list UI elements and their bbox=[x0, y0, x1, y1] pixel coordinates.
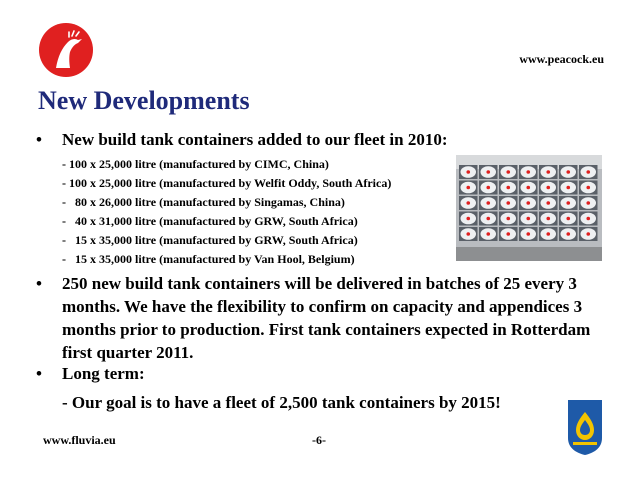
tank-logo-mark bbox=[466, 186, 470, 190]
tank-logo-mark bbox=[466, 201, 470, 205]
bullet-text: New build tank containers added to our fleet in 2010: bbox=[62, 130, 448, 149]
tank-logo-mark bbox=[486, 217, 490, 221]
slide-title: New Developments bbox=[38, 86, 250, 115]
tank-logo-mark bbox=[586, 232, 590, 236]
bullet-text: 250 new build tank containers will be delivered in batches of 25 every 3 months. We have the flexibility to confirm on capacity and appendices 3 months prior to production. First tank containers expected in Rotterdam first quarter 2011. bbox=[62, 274, 591, 362]
tank-logo-mark bbox=[486, 201, 490, 205]
tank-logo-mark bbox=[486, 232, 490, 236]
tank-logo-mark bbox=[526, 232, 530, 236]
fluvia-logo-icon bbox=[566, 398, 604, 456]
tank-logo-mark bbox=[506, 186, 510, 190]
tank-logo-mark bbox=[526, 186, 530, 190]
bullet-deliveries bbox=[36, 272, 606, 364]
order-item: - 15 x 35,000 litre (manufactured by GRW, South Africa) bbox=[62, 233, 358, 247]
tank-logo-mark bbox=[546, 217, 550, 221]
bullet-text: Long term: bbox=[62, 364, 145, 383]
bullet-dot: • bbox=[36, 364, 42, 383]
tank-logo-mark bbox=[486, 186, 490, 190]
tank-logo-mark bbox=[566, 201, 570, 205]
tank-logo-mark bbox=[546, 201, 550, 205]
tank-logo-mark bbox=[586, 201, 590, 205]
bullet-dot: • bbox=[36, 274, 42, 293]
tank-logo-mark bbox=[546, 232, 550, 236]
tank-logo-mark bbox=[526, 217, 530, 221]
page-number: -6- bbox=[312, 433, 326, 447]
fleet-goal: - Our goal is to have a fleet of 2,500 tank containers by 2015! bbox=[62, 393, 501, 412]
tank-logo-mark bbox=[586, 217, 590, 221]
tank-logo-mark bbox=[466, 217, 470, 221]
footer-url: www.fluvia.eu bbox=[43, 433, 116, 447]
tank-logo-mark bbox=[466, 232, 470, 236]
header-url: www.peacock.eu bbox=[519, 52, 604, 66]
peacock-logo-icon bbox=[38, 22, 94, 78]
tank-logo-mark bbox=[566, 186, 570, 190]
tank-logo-mark bbox=[566, 170, 570, 174]
tank-logo-mark bbox=[486, 170, 490, 174]
order-item: - 15 x 35,000 litre (manufactured by Van Hool, Belgium) bbox=[62, 252, 355, 266]
order-item: - 100 x 25,000 litre (manufactured by Welfit Oddy, South Africa) bbox=[62, 176, 392, 190]
order-item: - 100 x 25,000 litre (manufactured by CIMC, China) bbox=[62, 157, 329, 171]
tank-containers-photo bbox=[456, 155, 602, 261]
bullet-long-term bbox=[36, 362, 606, 414]
tank-logo-mark bbox=[526, 201, 530, 205]
tank-logo-mark bbox=[586, 186, 590, 190]
tank-logo-mark bbox=[546, 170, 550, 174]
tank-logo-mark bbox=[466, 170, 470, 174]
tank-logo-mark bbox=[586, 170, 590, 174]
tank-logo-mark bbox=[506, 170, 510, 174]
tank-logo-mark bbox=[506, 232, 510, 236]
order-item: - 80 x 26,000 litre (manufactured by Singamas, China) bbox=[62, 195, 345, 209]
tank-logo-mark bbox=[506, 217, 510, 221]
tank-logo-mark bbox=[506, 201, 510, 205]
bullet-dot: • bbox=[36, 130, 42, 149]
order-item: - 40 x 31,000 litre (manufactured by GRW, South Africa) bbox=[62, 214, 358, 228]
tank-logo-mark bbox=[546, 186, 550, 190]
tank-logo-mark bbox=[526, 170, 530, 174]
tank-logo-mark bbox=[566, 217, 570, 221]
tank-logo-mark bbox=[566, 232, 570, 236]
